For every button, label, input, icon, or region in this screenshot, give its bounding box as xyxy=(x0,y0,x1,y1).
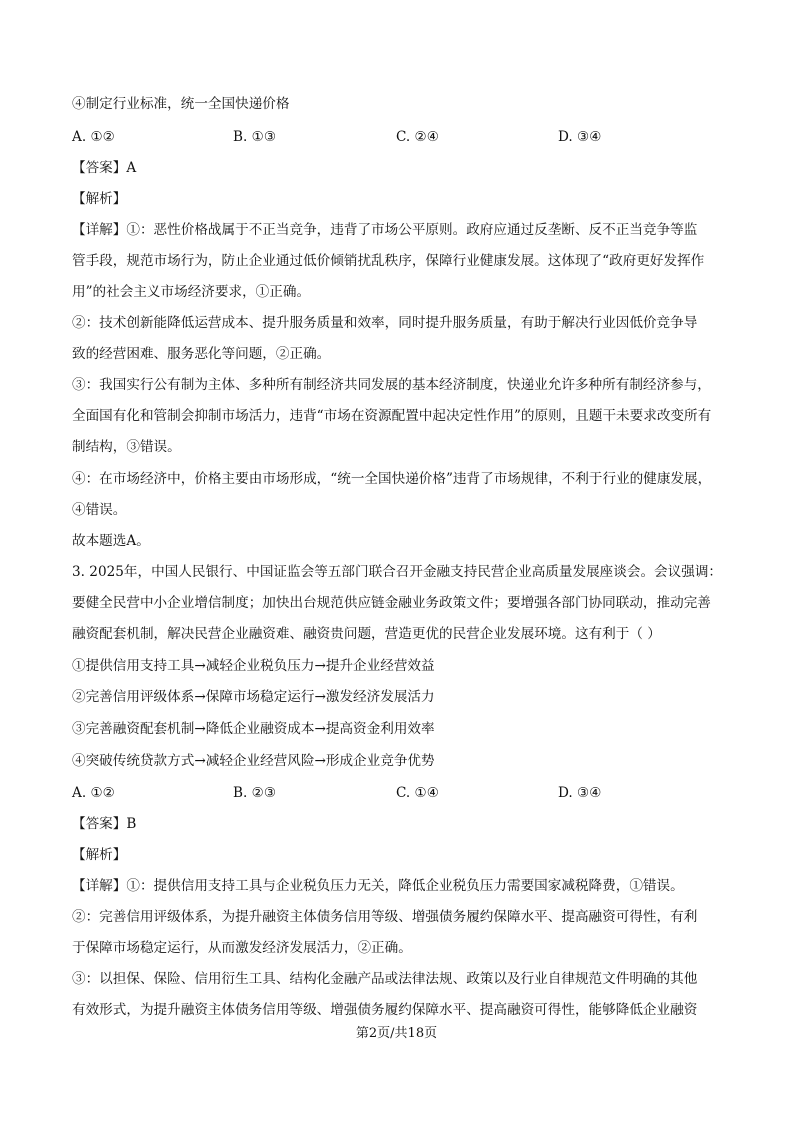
question-option-4: ④突破传统贷款方式→减轻企业经营风险→形成企业竞争优势 xyxy=(72,753,435,769)
detail-line: 【详解】①：提供信用支持工具与企业税负压力无关，降低企业税负压力需要国家减税降费，①错误。 xyxy=(72,878,684,894)
choice-a: A. ①② xyxy=(72,785,115,801)
choice-b: B. ①③ xyxy=(233,129,277,145)
detail-line: 故本题选A。 xyxy=(72,533,150,549)
question-option-2: ②完善信用评级体系→保障市场稳定运行→激发经济发展活力 xyxy=(72,689,435,705)
detail-line: ④错误。 xyxy=(72,502,127,518)
detail-line: ③：我国实行公有制为主体、多种所有制经济共同发展的基本经济制度，快递业允许多种所有制经济参与， xyxy=(72,377,711,393)
question-stem-line: 融资配套机制，解决民营企业融资难、融资贵问题，营造更优的民营企业发展环境。这有利于（ ） xyxy=(72,626,661,642)
detail-line: 于保障市场稳定运行，从而激发经济发展活力，②正确。 xyxy=(72,940,412,956)
answer-label: 【答案】B xyxy=(72,816,137,832)
detail-line: ②：技术创新能降低运营成本、提升服务质量和效率，同时提升服务质量，有助于解决行业因低价竞争导 xyxy=(72,315,698,331)
analysis-label: 【解析】 xyxy=(72,847,127,863)
detail-line: 制结构，③错误。 xyxy=(72,439,181,455)
choice-d: D. ③④ xyxy=(558,785,602,801)
choice-b: B. ②③ xyxy=(233,785,277,801)
question-stem-line: 3. 2025年，中国人民银行、中国证监会等五部门联合召开金融支持民营企业高质量发展座谈会。会议强调： xyxy=(72,564,723,580)
detail-line: ②：完善信用评级体系，为提升融资主体债务信用等级、增强债务履约保障水平、提高融资可得性，有利 xyxy=(72,909,698,925)
detail-line: ④：在市场经济中，价格主要由市场形成，“统一全国快递价格”违背了市场规律，不利于行业的健康发展， xyxy=(72,471,712,487)
choice-c: C. ②④ xyxy=(396,129,439,145)
detail-line: 管手段，规范市场行为，防止企业通过低价倾销扰乱秩序，保障行业健康发展。这体现了“政府更好发挥作 xyxy=(72,253,705,269)
question-option-1: ①提供信用支持工具→减轻企业税负压力→提升企业经营效益 xyxy=(72,658,435,674)
detail-line: 致的经营困难、服务恶化等问题，②正确。 xyxy=(72,346,331,362)
detail-line: 用”的社会主义市场经济要求，①正确。 xyxy=(72,284,311,300)
choice-a: A. ①② xyxy=(72,129,115,145)
question-stem-line: 要健全民营中小企业增信制度；加快出台规范供应链金融业务政策文件；要增强各部门协同联动，推动完善 xyxy=(72,595,711,611)
question-option-4: ④制定行业标准，统一全国快递价格 xyxy=(72,96,290,112)
page-number-footer: 第2页/共18页 xyxy=(355,1026,438,1041)
detail-line: 有效形式，为提升融资主体债务信用等级、增强债务履约保障水平、提高融资可得性，能够降低企业融资 xyxy=(72,1002,698,1018)
answer-label: 【答案】A xyxy=(72,160,137,176)
choice-d: D. ③④ xyxy=(558,129,602,145)
question-option-3: ③完善融资配套机制→降低企业融资成本→提高资金利用效率 xyxy=(72,721,435,737)
choice-c: C. ①④ xyxy=(396,785,439,801)
detail-line: 全面国有化和管制会抑制市场活力，违背“市场在资源配置中起决定性作用”的原则，且题干未要求改变所有 xyxy=(72,408,712,424)
analysis-label: 【解析】 xyxy=(72,191,127,207)
detail-line: 【详解】①：恶性价格战属于不正当竞争，违背了市场公平原则。政府应通过反垄断、反不正当竞争等监 xyxy=(72,222,698,238)
detail-line: ③：以担保、保险、信用衍生工具、结构化金融产品或法律法规、政策以及行业自律规范文件明确的其他 xyxy=(72,971,698,987)
